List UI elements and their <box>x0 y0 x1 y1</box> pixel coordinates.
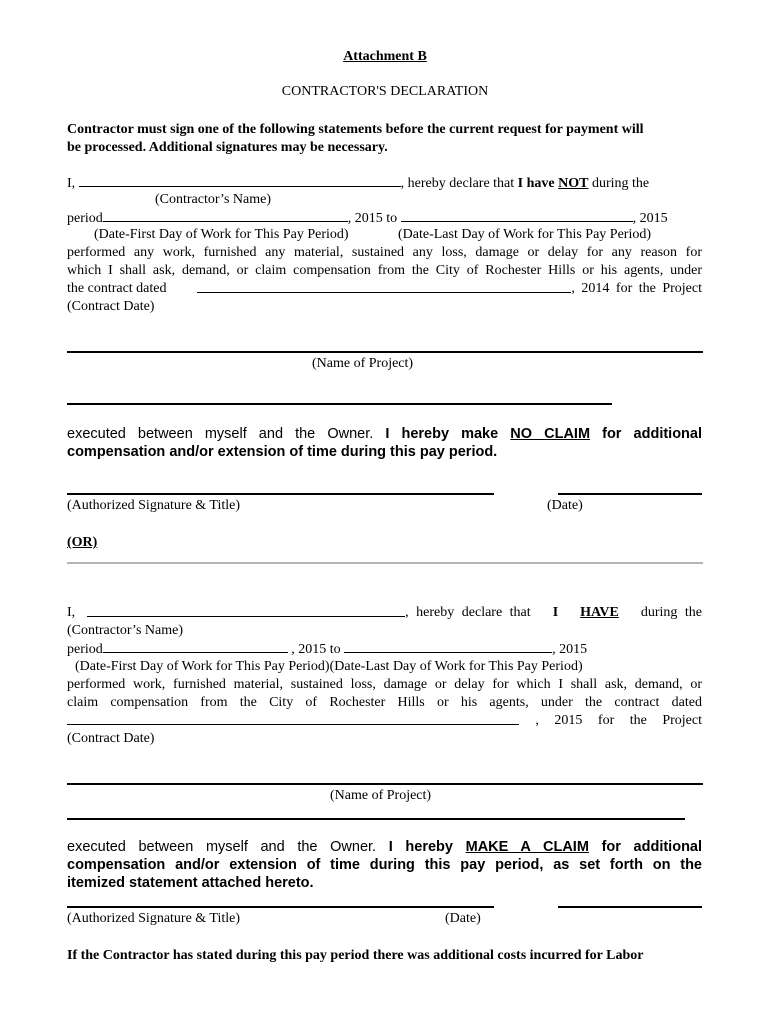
contractor-name-field[interactable] <box>87 604 405 617</box>
name-of-project-label: (Name of Project) <box>330 788 432 803</box>
year-text: , 2015 <box>552 642 588 657</box>
no-claim-period-line <box>67 209 668 227</box>
claim-compensation-line: compensation and/or extension of time during this pay period, as set forth on the <box>67 857 702 873</box>
claim-declare-line <box>67 604 702 621</box>
period-label: period <box>67 211 103 226</box>
name-of-project-label: (Name of Project) <box>312 356 414 371</box>
not-text: NOT <box>558 176 589 191</box>
intro-line-1: Contractor must sign one of the following statements before the current request for payment will <box>67 122 644 137</box>
intro-line-2: be processed. Additional signatures may be necessary. <box>67 140 388 155</box>
no-claim-body-1: performed any work, furnished any material, sustained any loss, damage or delay for any reason for <box>67 245 702 260</box>
attachment-title: Attachment B <box>343 49 427 64</box>
last-day-label: (Date-Last Day of Work for This Pay Period) <box>398 227 652 242</box>
for-project-text: , 2015 for the Project <box>535 713 702 728</box>
declaration-heading: CONTRACTOR'S DECLARATION <box>281 84 489 99</box>
claim-executed-line <box>67 839 702 856</box>
signature-line[interactable] <box>67 906 494 908</box>
project-name-line-2[interactable] <box>67 403 612 405</box>
for-project-text: , 2014 for the Project <box>571 281 702 296</box>
project-name-line[interactable] <box>67 783 703 785</box>
executed-text: executed between myself and the Owner. <box>67 839 377 855</box>
last-day-field[interactable] <box>401 209 633 222</box>
project-name-line[interactable] <box>67 351 703 353</box>
contract-dated-text: the contract dated <box>67 281 167 296</box>
i-text: I <box>552 605 559 620</box>
declare-text: , hereby declare that <box>400 176 515 191</box>
project-name-line-2[interactable] <box>67 818 685 820</box>
i-have-text: I have <box>517 176 555 191</box>
i-label: I, <box>67 605 76 620</box>
date-label: (Date) <box>445 911 481 926</box>
first-day-field[interactable] <box>103 209 348 222</box>
no-claim-text: NO CLAIM <box>510 426 591 442</box>
first-day-field[interactable] <box>103 640 288 653</box>
executed-text: executed between myself and the Owner. <box>67 426 374 442</box>
hereby-make-text: I hereby make <box>385 426 499 442</box>
for-additional-text: for additional <box>601 839 703 855</box>
contractor-name-label: (Contractor’s Name) <box>67 623 183 638</box>
contractor-name-label: (Contractor’s Name) <box>155 192 271 207</box>
first-day-label: (Date-First Day of Work for This Pay Period) <box>94 227 349 242</box>
or-label: (OR) <box>67 535 98 550</box>
date-label: (Date) <box>547 498 583 513</box>
no-claim-body-2: which I shall ask, demand, or claim compensation from the City of Rochester Hills or his agents, under <box>67 263 702 278</box>
signature-label: (Authorized Signature & Title) <box>67 911 241 926</box>
contract-date-label: (Contract Date) <box>67 731 155 746</box>
year-to-text: , 2015 to <box>291 642 341 657</box>
footer-text: If the Contractor has stated during this pay period there was additional costs incurred for Labor <box>67 948 644 963</box>
declare-text: , hereby declare that <box>405 605 531 620</box>
date-line[interactable] <box>558 493 702 495</box>
claim-contract-line <box>67 712 702 729</box>
section-divider <box>67 562 703 564</box>
contractor-name-field[interactable] <box>79 174 401 187</box>
claim-body-1: performed work, furnished material, sustained loss, damage or delay for which I shall ask, demand, or <box>67 677 702 692</box>
no-claim-declare-line <box>67 174 649 192</box>
make-a-claim-text: MAKE A CLAIM <box>465 839 589 855</box>
period-label: period <box>67 642 103 657</box>
year-text: , 2015 <box>632 211 668 226</box>
claim-period-line <box>67 640 587 658</box>
contract-date-label: (Contract Date) <box>67 299 155 314</box>
hereby-text: I hereby <box>388 839 453 855</box>
no-claim-compensation-line: compensation and/or extension of time during this pay period. <box>67 444 498 460</box>
year-to-text: , 2015 to <box>347 211 398 226</box>
have-text: HAVE <box>580 605 619 620</box>
for-additional-text: for additional <box>602 426 703 442</box>
claim-dates-label: (Date-First Day of Work for This Pay Period)(Date-Last Day of Work for This Pay Period) <box>75 659 583 674</box>
contract-date-field[interactable] <box>67 712 519 725</box>
no-claim-contract-line <box>67 280 702 297</box>
i-label: I, <box>67 176 76 191</box>
during-the-text: during the <box>591 176 650 191</box>
during-the-text: during the <box>640 605 702 620</box>
claim-itemized-line: itemized statement attached hereto. <box>67 875 314 891</box>
last-day-field[interactable] <box>344 640 552 653</box>
signature-label: (Authorized Signature & Title) <box>67 498 241 513</box>
claim-body-2: claim compensation from the City of Rochester Hills or his agents, under the contract dated <box>67 695 702 710</box>
no-claim-executed-line <box>67 426 702 443</box>
date-line[interactable] <box>558 906 702 908</box>
signature-line[interactable] <box>67 493 494 495</box>
contract-date-field[interactable] <box>197 280 571 293</box>
